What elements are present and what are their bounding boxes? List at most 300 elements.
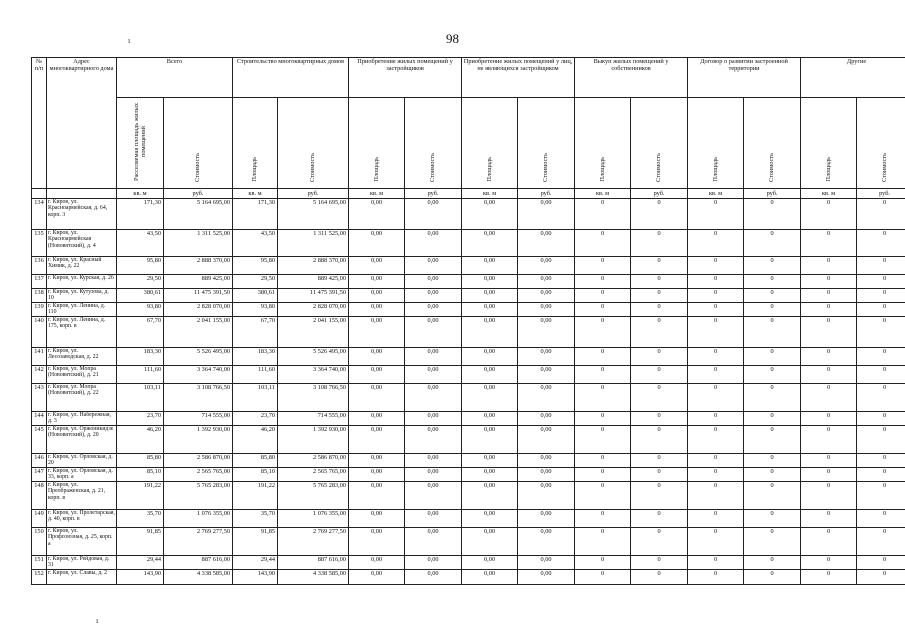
dev-agreement-area: 0 [688,510,744,528]
acq-developers-area: 0,00 [349,366,405,384]
scan-mark: ı [128,36,131,45]
construction-area: 23,70 [233,412,278,426]
dev-agreement-area: 0 [688,384,744,412]
units-blank [32,189,47,199]
table-row [32,454,905,468]
buyout-cost: 0 [631,528,688,556]
dev-agreement-area: 0 [688,289,744,303]
buyout-area: 0 [575,275,631,289]
units-blank [47,189,117,199]
dev-agreement-cost: 0 [744,426,801,454]
row-address: г. Киров, ул. Кутузова, д. 10 [47,289,117,303]
acq-developers-area: 0,00 [349,412,405,426]
buyout-cost: 0 [631,366,688,384]
construction-area: 171,30 [233,199,278,230]
col-acq-developers-header: Приобретение жилых помещений у застройщиков [349,58,462,98]
total-area: 85,80 [117,454,164,468]
buyout-cost: 0 [631,303,688,317]
table-row [32,482,905,510]
buyout-area: 0 [575,289,631,303]
acq-developers-cost: 0,00 [405,257,462,275]
table-row [32,275,905,289]
total-cost: 5 526 495,00 [164,348,233,366]
total-area: 183,30 [117,348,164,366]
other-cost: 0 [857,468,905,482]
construction-cost: 5 765 283,00 [278,482,349,510]
acq-non-developers-area: 0,00 [462,570,518,585]
buyout-area: 0 [575,366,631,384]
buyout-cost: 0 [631,384,688,412]
construction-cost: 1 076 355,00 [278,510,349,528]
acq-non-developers-cost: 0,00 [518,510,575,528]
acq-developers-cost: 0,00 [405,199,462,230]
subheader-cost: Стоимость [631,98,688,189]
construction-area: 29,50 [233,275,278,289]
row-number: 144 [32,412,47,426]
total-area: 85,10 [117,468,164,482]
acq-developers-area: 0,00 [349,199,405,230]
other-cost: 0 [857,510,905,528]
construction-area: 85,80 [233,454,278,468]
other-area: 0 [801,303,857,317]
construction-area: 93,80 [233,303,278,317]
buyout-area: 0 [575,348,631,366]
acq-non-developers-cost: 0,00 [518,257,575,275]
construction-cost: 2 828 070,00 [278,303,349,317]
acq-developers-area: 0,00 [349,257,405,275]
acq-developers-cost: 0,00 [405,426,462,454]
unit-sqm: кв. м [801,189,857,199]
dev-agreement-area: 0 [688,468,744,482]
dev-agreement-area: 0 [688,257,744,275]
acq-developers-cost: 0,00 [405,348,462,366]
acq-non-developers-area: 0,00 [462,275,518,289]
dev-agreement-cost: 0 [744,482,801,510]
buyout-area: 0 [575,482,631,510]
total-cost: 887 616,00 [164,556,233,570]
row-address: г. Киров, ул. Пролетарская, д. 40, корп. в [47,510,117,528]
acq-non-developers-cost: 0,00 [518,528,575,556]
acq-non-developers-area: 0,00 [462,348,518,366]
table-row [32,426,905,454]
acq-non-developers-area: 0,00 [462,556,518,570]
construction-area: 35,70 [233,510,278,528]
row-number: 134 [32,199,47,230]
row-address: г. Киров, ул. Набережная, д. 3 [47,412,117,426]
buyout-cost: 0 [631,510,688,528]
subheader-area: Площадь [462,98,518,189]
dev-agreement-cost: 0 [744,275,801,289]
unit-rub: руб. [278,189,349,199]
buyout-area: 0 [575,454,631,468]
acq-non-developers-area: 0,00 [462,454,518,468]
buyout-cost: 0 [631,412,688,426]
acq-developers-area: 0,00 [349,348,405,366]
construction-area: 380,61 [233,289,278,303]
row-address: г. Киров, ул. Рейдовая, д. 31 [47,556,117,570]
acq-developers-area: 0,00 [349,317,405,348]
other-area: 0 [801,348,857,366]
acq-developers-cost: 0,00 [405,384,462,412]
other-area: 0 [801,230,857,257]
construction-area: 29,44 [233,556,278,570]
subheader-cost: Стоимость [405,98,462,189]
other-area: 0 [801,454,857,468]
total-cost: 2 565 765,00 [164,468,233,482]
unit-sqm: кв. м [688,189,744,199]
acq-non-developers-area: 0,00 [462,199,518,230]
buyout-area: 0 [575,317,631,348]
other-area: 0 [801,384,857,412]
other-cost: 0 [857,556,905,570]
dev-agreement-area: 0 [688,348,744,366]
dev-agreement-cost: 0 [744,230,801,257]
dev-agreement-area: 0 [688,275,744,289]
table-row [32,317,905,348]
acq-non-developers-cost: 0,00 [518,230,575,257]
dev-agreement-cost: 0 [744,366,801,384]
other-area: 0 [801,199,857,230]
table-row [32,412,905,426]
other-area: 0 [801,556,857,570]
table-row [32,468,905,482]
buyout-cost: 0 [631,468,688,482]
acq-developers-area: 0,00 [349,482,405,510]
row-number: 143 [32,384,47,412]
buyout-cost: 0 [631,348,688,366]
acq-non-developers-area: 0,00 [462,468,518,482]
construction-area: 46,20 [233,426,278,454]
construction-cost: 4 338 585,00 [278,570,349,585]
total-cost: 1 392 930,00 [164,426,233,454]
table-row [32,528,905,556]
table-row [32,348,905,366]
acq-non-developers-area: 0,00 [462,426,518,454]
acq-non-developers-area: 0,00 [462,528,518,556]
acq-developers-cost: 0,00 [405,317,462,348]
buyout-area: 0 [575,570,631,585]
construction-cost: 2 888 370,00 [278,257,349,275]
other-area: 0 [801,528,857,556]
acq-non-developers-area: 0,00 [462,317,518,348]
acq-non-developers-area: 0,00 [462,482,518,510]
other-cost: 0 [857,426,905,454]
buyout-cost: 0 [631,426,688,454]
buyout-cost: 0 [631,556,688,570]
acq-non-developers-area: 0,00 [462,510,518,528]
dev-agreement-area: 0 [688,426,744,454]
dev-agreement-area: 0 [688,454,744,468]
total-area: 46,20 [117,426,164,454]
buyout-area: 0 [575,426,631,454]
other-cost: 0 [857,348,905,366]
acq-non-developers-cost: 0,00 [518,570,575,585]
construction-cost: 714 555,00 [278,412,349,426]
acq-non-developers-area: 0,00 [462,384,518,412]
acq-non-developers-area: 0,00 [462,230,518,257]
row-number: 137 [32,275,47,289]
row-number: 147 [32,468,47,482]
construction-area: 95,80 [233,257,278,275]
unit-sqm: кв. м [117,189,164,199]
acq-non-developers-cost: 0,00 [518,366,575,384]
resettlement-table [31,57,905,585]
dev-agreement-cost: 0 [744,348,801,366]
table-row [32,303,905,317]
dev-agreement-area: 0 [688,230,744,257]
total-area: 23,70 [117,412,164,426]
row-address: г. Киров, ул. Курская, д. 26 [47,275,117,289]
dev-agreement-cost: 0 [744,412,801,426]
dev-agreement-cost: 0 [744,199,801,230]
dev-agreement-cost: 0 [744,289,801,303]
acq-developers-area: 0,00 [349,454,405,468]
total-area: 29,50 [117,275,164,289]
construction-cost: 2 565 765,00 [278,468,349,482]
acq-developers-area: 0,00 [349,510,405,528]
other-area: 0 [801,257,857,275]
dev-agreement-area: 0 [688,303,744,317]
dev-agreement-cost: 0 [744,317,801,348]
other-cost: 0 [857,317,905,348]
subheader-cost: Стоимость [164,98,233,189]
buyout-cost: 0 [631,289,688,303]
dev-agreement-cost: 0 [744,454,801,468]
buyout-area: 0 [575,556,631,570]
row-address: г. Киров, ул. Мопра (Нововятский), д. 21 [47,366,117,384]
row-number: 135 [32,230,47,257]
subheader-cost: Стоимость [744,98,801,189]
row-number: 145 [32,426,47,454]
other-area: 0 [801,317,857,348]
total-cost: 3 364 740,00 [164,366,233,384]
row-address: г. Киров, ул. Оржоникидзе (Нововятский), д. 20 [47,426,117,454]
col-construction-header: Строительство многоквартирных домов [233,58,349,98]
total-area: 67,70 [117,317,164,348]
row-number: 140 [32,317,47,348]
construction-cost: 2 041 155,00 [278,317,349,348]
page-number: 98 [446,31,459,46]
other-area: 0 [801,510,857,528]
unit-rub: руб. [518,189,575,199]
table-row [32,556,905,570]
acq-non-developers-cost: 0,00 [518,289,575,303]
row-address: г. Киров, ул. Лесозаводская, д. 22 [47,348,117,366]
other-cost: 0 [857,289,905,303]
acq-developers-area: 0,00 [349,289,405,303]
construction-cost: 1 392 930,00 [278,426,349,454]
dev-agreement-area: 0 [688,199,744,230]
acq-developers-area: 0,00 [349,570,405,585]
total-area: 35,70 [117,510,164,528]
acq-non-developers-cost: 0,00 [518,482,575,510]
acq-developers-area: 0,00 [349,556,405,570]
buyout-area: 0 [575,199,631,230]
row-number: 150 [32,528,47,556]
acq-developers-cost: 0,00 [405,556,462,570]
unit-rub: руб. [744,189,801,199]
table-row [32,570,905,585]
unit-rub: руб. [405,189,462,199]
row-address: г. Киров, ул. Орловская, д. 33, корп. а [47,468,117,482]
total-area: 95,80 [117,257,164,275]
construction-area: 91,85 [233,528,278,556]
construction-area: 85,10 [233,468,278,482]
buyout-cost: 0 [631,275,688,289]
table-row [32,384,905,412]
acq-non-developers-cost: 0,00 [518,384,575,412]
total-cost: 2 828 070,00 [164,303,233,317]
other-cost: 0 [857,257,905,275]
row-address: г. Киров, ул. Профсоюзная, д. 25, корп. а [47,528,117,556]
dev-agreement-cost: 0 [744,303,801,317]
row-address: г. Киров, ул. Преображенская, д. 21, корп. в [47,482,117,510]
other-cost: 0 [857,412,905,426]
subheader-area: Площадь [349,98,405,189]
row-number: 138 [32,289,47,303]
unit-sqm: кв. м [349,189,405,199]
col-num-header: № п/п [32,58,47,189]
dev-agreement-cost: 0 [744,384,801,412]
total-area: 103,11 [117,384,164,412]
construction-cost: 887 616,00 [278,556,349,570]
acq-non-developers-cost: 0,00 [518,468,575,482]
construction-cost: 3 364 740,00 [278,366,349,384]
subheader-area: Площадь [801,98,857,189]
acq-developers-cost: 0,00 [405,528,462,556]
total-cost: 1 076 355,00 [164,510,233,528]
subheader-cost: Стоимость [857,98,905,189]
table-row [32,366,905,384]
table-row [32,199,905,230]
col-other-header: Другие [801,58,905,98]
buyout-area: 0 [575,528,631,556]
table-row [32,289,905,303]
acq-developers-cost: 0,00 [405,482,462,510]
acq-non-developers-cost: 0,00 [518,317,575,348]
col-buyout-header: Выкуп жилых помещений у собственников [575,58,688,98]
acq-non-developers-area: 0,00 [462,257,518,275]
other-cost: 0 [857,384,905,412]
construction-cost: 11 475 391,50 [278,289,349,303]
buyout-area: 0 [575,303,631,317]
total-cost: 2 888 370,00 [164,257,233,275]
scan-mark: ı [96,616,99,625]
col-acq-non-developers-header: Приобретение жилых помещений у лиц, не являющихся застройщиком [462,58,575,98]
buyout-cost: 0 [631,199,688,230]
acq-non-developers-cost: 0,00 [518,348,575,366]
acq-developers-cost: 0,00 [405,230,462,257]
total-cost: 2 041 155,00 [164,317,233,348]
row-number: 151 [32,556,47,570]
other-cost: 0 [857,366,905,384]
construction-cost: 889 425,00 [278,275,349,289]
row-address: г. Киров, ул. Красноармейская (Нововятский), д. 4 [47,230,117,257]
acq-developers-cost: 0,00 [405,454,462,468]
acq-non-developers-cost: 0,00 [518,426,575,454]
row-number: 136 [32,257,47,275]
row-address: г. Киров, ул. Ленина, д. 175, корп. в [47,317,117,348]
total-cost: 1 311 525,00 [164,230,233,257]
unit-rub: руб. [164,189,233,199]
construction-area: 191,22 [233,482,278,510]
acq-developers-area: 0,00 [349,303,405,317]
total-area: 43,50 [117,230,164,257]
acq-developers-cost: 0,00 [405,468,462,482]
other-cost: 0 [857,199,905,230]
total-area: 380,61 [117,289,164,303]
row-number: 148 [32,482,47,510]
buyout-area: 0 [575,384,631,412]
subheader-cost: Стоимость [518,98,575,189]
buyout-area: 0 [575,257,631,275]
row-address: г. Киров, ул. Мопра (Нововятский), д. 22 [47,384,117,412]
unit-rub: руб. [631,189,688,199]
construction-area: 111,60 [233,366,278,384]
construction-area: 67,70 [233,317,278,348]
subheader-resettled-area: Расселяемая площадь жилых помещений [117,98,164,189]
total-cost: 4 338 585,00 [164,570,233,585]
other-area: 0 [801,275,857,289]
dev-agreement-area: 0 [688,528,744,556]
acq-developers-area: 0,00 [349,275,405,289]
construction-area: 103,11 [233,384,278,412]
total-cost: 11 475 391,50 [164,289,233,303]
buyout-cost: 0 [631,570,688,585]
acq-developers-cost: 0,00 [405,303,462,317]
other-cost: 0 [857,570,905,585]
total-cost: 889 425,00 [164,275,233,289]
table-row [32,230,905,257]
total-cost: 3 108 766,50 [164,384,233,412]
buyout-area: 0 [575,230,631,257]
acq-non-developers-cost: 0,00 [518,199,575,230]
total-cost: 2 769 277,50 [164,528,233,556]
row-address: г. Киров, ул. Славы, д. 2 [47,570,117,585]
other-cost: 0 [857,303,905,317]
acq-non-developers-area: 0,00 [462,303,518,317]
acq-developers-area: 0,00 [349,384,405,412]
other-area: 0 [801,412,857,426]
buyout-cost: 0 [631,454,688,468]
acq-non-developers-cost: 0,00 [518,275,575,289]
construction-area: 43,50 [233,230,278,257]
unit-sqm: кв. м [575,189,631,199]
row-number: 146 [32,454,47,468]
other-area: 0 [801,482,857,510]
dev-agreement-cost: 0 [744,257,801,275]
other-area: 0 [801,289,857,303]
table-row [32,257,905,275]
total-cost: 5 164 695,00 [164,199,233,230]
subheader-area: Площадь [688,98,744,189]
acq-non-developers-area: 0,00 [462,289,518,303]
dev-agreement-area: 0 [688,570,744,585]
construction-cost: 2 586 870,00 [278,454,349,468]
total-area: 93,80 [117,303,164,317]
other-area: 0 [801,426,857,454]
construction-cost: 1 311 525,00 [278,230,349,257]
acq-developers-cost: 0,00 [405,510,462,528]
dev-agreement-area: 0 [688,317,744,348]
acq-non-developers-cost: 0,00 [518,303,575,317]
unit-sqm: кв. м [233,189,278,199]
buyout-cost: 0 [631,257,688,275]
acq-developers-area: 0,00 [349,468,405,482]
buyout-area: 0 [575,412,631,426]
other-cost: 0 [857,275,905,289]
subheader-cost: Стоимость [278,98,349,189]
